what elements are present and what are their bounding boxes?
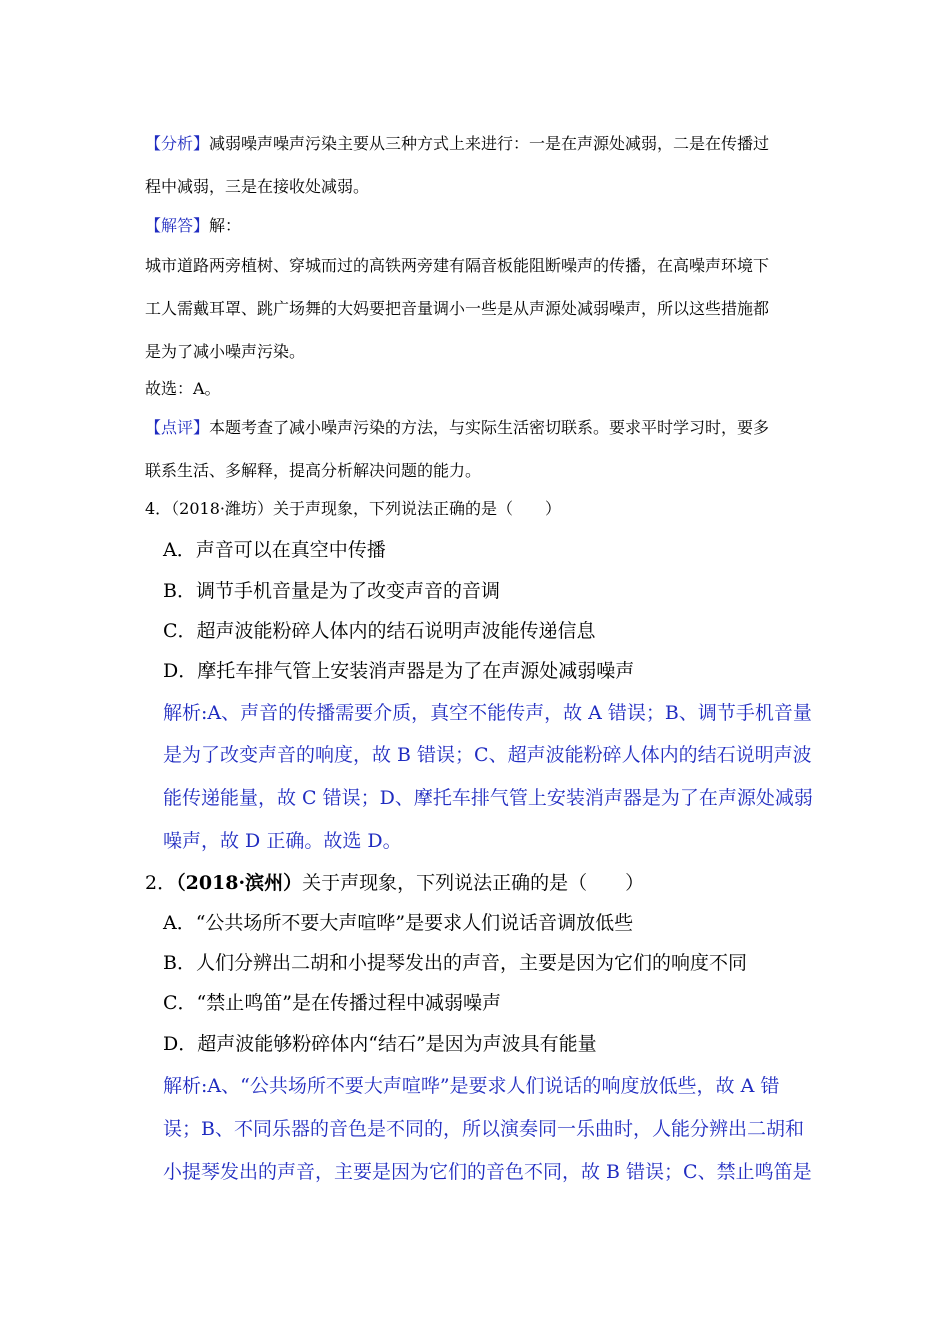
dianping-text-1: 本题考查了减小噪声污染的方法，与实际生活密切联系。要求平时学习时，要多 (209, 418, 770, 437)
question2-source: （2018·滨州） (176, 872, 303, 894)
answer-line: 故选：A。 (145, 379, 221, 398)
question2-jiexi-line-3: 小提琴发出的声音，主要是因为它们的音色不同，故 B 错误；C、禁止鸣笛是 (163, 1161, 812, 1183)
fenxi-line-1 (145, 131, 769, 154)
question4-stem: 4．（2018·潍坊）关于声现象，下列说法正确的是（ ） (145, 499, 561, 518)
question4-option-c: C．超声波能粉碎人体内的结石说明声波能传递信息 (163, 620, 596, 642)
question2-option-a: A．“公共场所不要大声喧哗”是要求人们说话音调放低些 (163, 912, 634, 934)
question4-jiexi-line-3: 能传递能量，故 C 错误；D、摩托车排气管上安装消声器是为了在声源处减弱 (163, 787, 813, 809)
question4-option-d: D．摩托车排气管上安装消声器是为了在声源处减弱噪声 (163, 660, 635, 682)
fenxi-tag: 【分析】 (145, 134, 210, 153)
question2-stem (145, 868, 644, 895)
question2-number: 2． (145, 872, 177, 894)
jieda-body-line-3: 是为了减小噪声污染。 (145, 342, 306, 361)
question2-option-c: C．“禁止鸣笛”是在传播过程中减弱噪声 (163, 992, 501, 1014)
jieda-body-line-1: 城市道路两旁植树、穿城而过的高铁两旁建有隔音板能阻断噪声的传播，在高噪声环境下 (145, 256, 770, 275)
question4-option-a: A．声音可以在真空中传播 (163, 539, 386, 561)
dianping-line-2: 联系生活、多解释，提高分析解决问题的能力。 (145, 461, 482, 480)
jieda-body-line-2: 工人需戴耳罩、跳广场舞的大妈要把音量调小一些是从声源处减弱噪声，所以这些措施都 (145, 299, 770, 318)
dianping-line-1 (145, 415, 769, 438)
dianping-tag: 【点评】 (145, 418, 210, 437)
question4-jiexi-line-2: 是为了改变声音的响度，故 B 错误；C、超声波能粉碎人体内的结石说明声波 (163, 744, 812, 766)
question4-option-b: B．调节手机音量是为了改变声音的音调 (163, 580, 500, 602)
fenxi-line-2: 程中减弱，三是在接收处减弱。 (145, 177, 370, 196)
fenxi-text-1: 减弱噪声噪声污染主要从三种方式上来进行：一是在声源处减弱，二是在传播过 (209, 134, 770, 153)
question2-jiexi-line-2: 误；B、不同乐器的音色是不同的，所以演奏同一乐曲时，人能分辨出二胡和 (163, 1118, 804, 1140)
jieda-tag: 【解答】 (145, 216, 210, 235)
question2-jiexi-line-1: 解析:A、“公共场所不要大声喧哗”是要求人们说话的响度放低些，故 A 错 (163, 1075, 780, 1097)
question4-jiexi-line-1: 解析:A、声音的传播需要介质，真空不能传声，故 A 错误；B、调节手机音量 (163, 702, 812, 724)
question2-stem-text: 关于声现象，下列说法正确的是（ ） (302, 872, 645, 894)
question2-option-b: B．人们分辨出二胡和小提琴发出的声音，主要是因为它们的响度不同 (163, 952, 747, 974)
jieda-line (145, 213, 241, 236)
jieda-text: 解： (209, 216, 242, 235)
question4-jiexi-line-4: 噪声，故 D 正确。故选 D。 (163, 830, 402, 852)
question2-option-d: D．超声波能够粉碎体内“结石”是因为声波具有能量 (163, 1033, 597, 1055)
